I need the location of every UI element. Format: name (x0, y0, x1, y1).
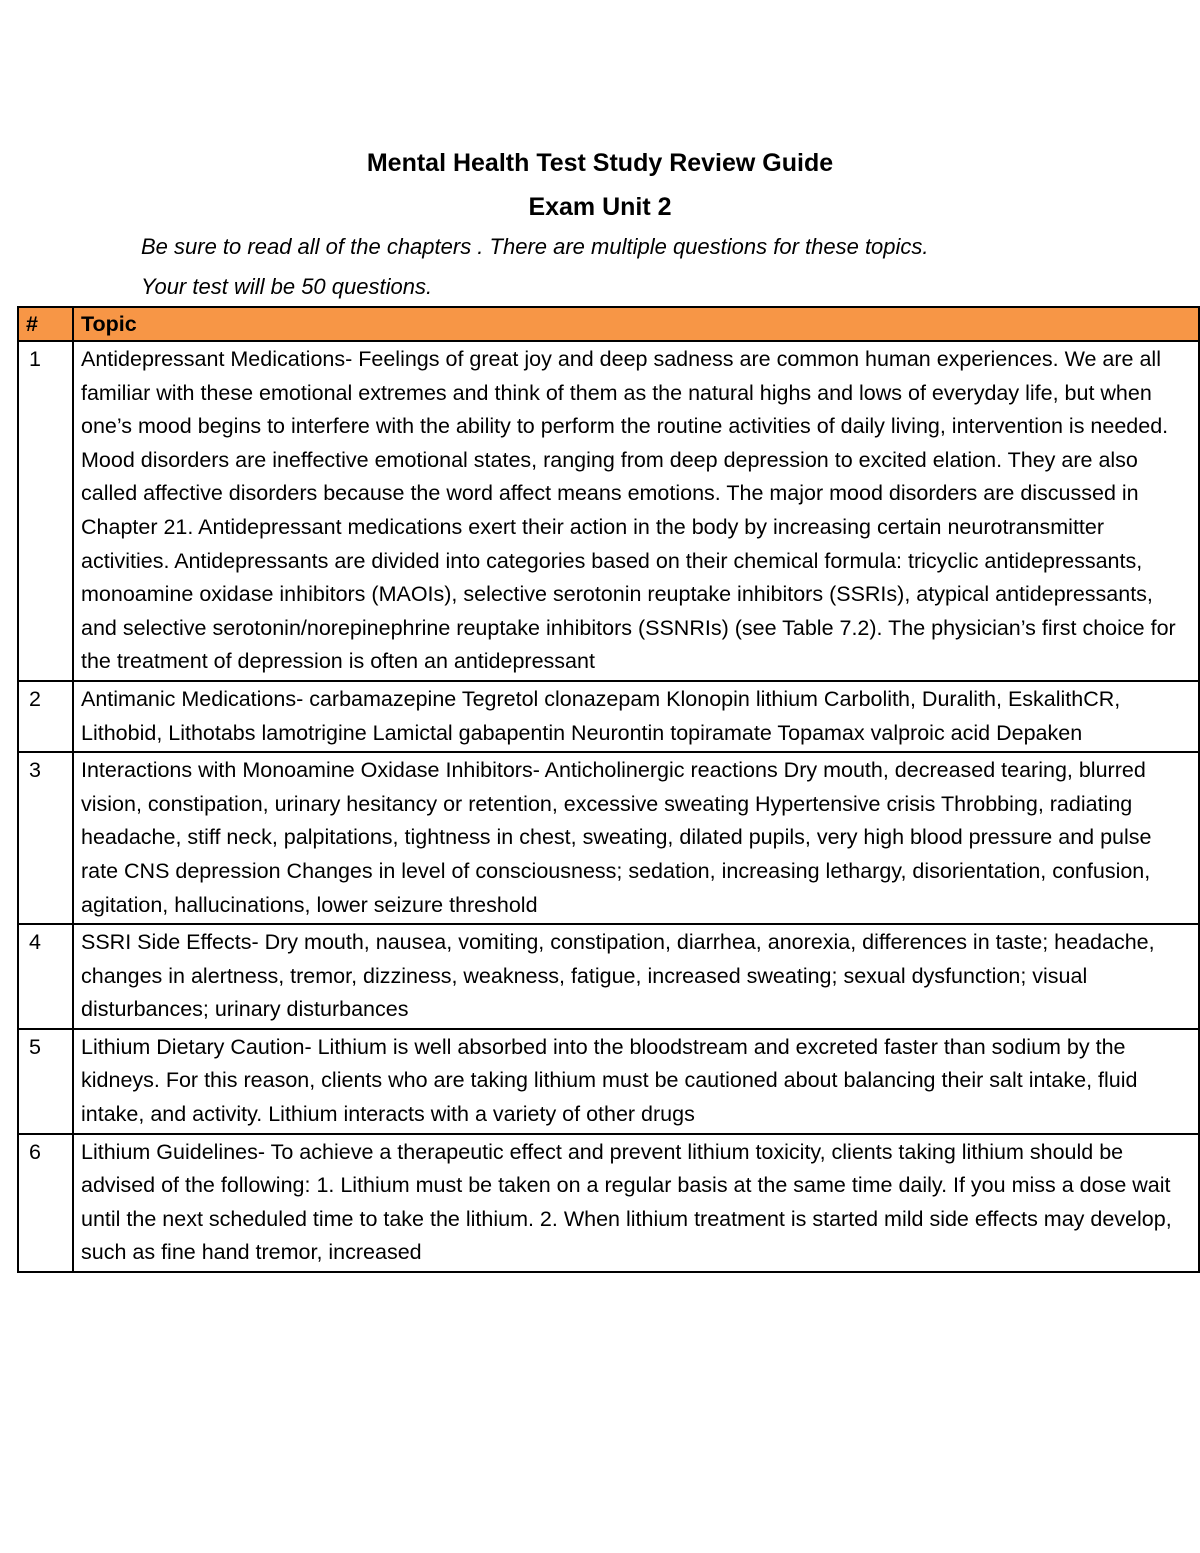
row-number: 5 (18, 1029, 73, 1134)
row-topic: Interactions with Monoamine Oxidase Inhibitors- Anticholinergic reactions Dry mouth, decreased tearing, blurred vision, constipation, urinary hesitancy or retention, excessive sweating Hypertensive crisis Throbbing, radiating headache, stiff neck, palpitations, tightness in chest, sweating, dilated pupils, very high blood pressure and pulse rate CNS depression Changes in level of consciousness; sedation, increasing lethargy, disorientation, confusion, agitation, hallucinations, lower seizure threshold (73, 752, 1199, 924)
row-number: 4 (18, 924, 73, 1029)
table-row (18, 341, 1199, 681)
table-row (18, 752, 1199, 924)
instruction-note: Be sure to read all of the chapters . There are multiple questions for these topics. (141, 234, 929, 259)
column-header-number: # (18, 307, 73, 341)
row-topic: Antidepressant Medications- Feelings of great joy and deep sadness are common human experiences. We are all familiar with these emotional extremes and think of them as the natural highs and lows of everyday life, but when one’s mood begins to interfere with the ability to perform the routine activities of daily living, intervention is needed. Mood disorders are ineffective emotional states, ranging from deep depression to excited elation. They are also called affective disorders because the word affect means emotions. The major mood disorders are discussed in Chapter 21. Antidepressant medications exert their action in the body by increasing certain neurotransmitter activities. Antidepressants are divided into categories based on their chemical formula: tricyclic antidepressants, monoamine oxidase inhibitors (MAOIs), selective serotonin reuptake inhibitors (SSRIs), atypical antidepressants, and selective serotonin/norepinephrine reuptake inhibitors (SSNRIs) (see Table 7.2). The physician’s first choice for the treatment of depression is often an antidepressant (73, 341, 1199, 681)
row-number: 3 (18, 752, 73, 924)
column-header-topic: Topic (73, 307, 1199, 341)
document-title: Mental Health Test Study Review Guide (366, 149, 834, 177)
document-subtitle: Exam Unit 2 (528, 193, 672, 221)
table-row (18, 1134, 1199, 1272)
instruction-note: Your test will be 50 questions. (141, 274, 433, 299)
table-row (18, 924, 1199, 1029)
row-topic: Lithium Guidelines- To achieve a therapeutic effect and prevent lithium toxicity, clients taking lithium should be advised of the following: 1. Lithium must be taken on a regular basis at the same time daily. If you miss a dose wait until the next scheduled time to take the lithium. 2. When lithium treatment is started mild side effects may develop, such as fine hand tremor, increased (73, 1134, 1199, 1272)
topics-table (17, 306, 1200, 1273)
table-row (18, 1029, 1199, 1134)
row-number: 6 (18, 1134, 73, 1272)
row-topic: SSRI Side Effects- Dry mouth, nausea, vomiting, constipation, diarrhea, anorexia, differences in taste; headache, changes in alertness, tremor, dizziness, weakness, fatigue, increased sweating; sexual dysfunction; visual disturbances; urinary disturbances (73, 924, 1199, 1029)
row-number: 1 (18, 341, 73, 681)
table-header-row (18, 307, 1199, 341)
row-topic: Antimanic Medications- carbamazepine Tegretol clonazepam Klonopin lithium Carbolith, Duralith, EskalithCR, Lithobid, Lithotabs lamotrigine Lamictal gabapentin Neurontin topiramate Topamax valproic acid Depaken (73, 681, 1199, 752)
table-row (18, 681, 1199, 752)
row-topic: Lithium Dietary Caution- Lithium is well absorbed into the bloodstream and excreted faster than sodium by the kidneys. For this reason, clients who are taking lithium must be cautioned about balancing their salt intake, fluid intake, and activity. Lithium interacts with a variety of other drugs (73, 1029, 1199, 1134)
row-number: 2 (18, 681, 73, 752)
